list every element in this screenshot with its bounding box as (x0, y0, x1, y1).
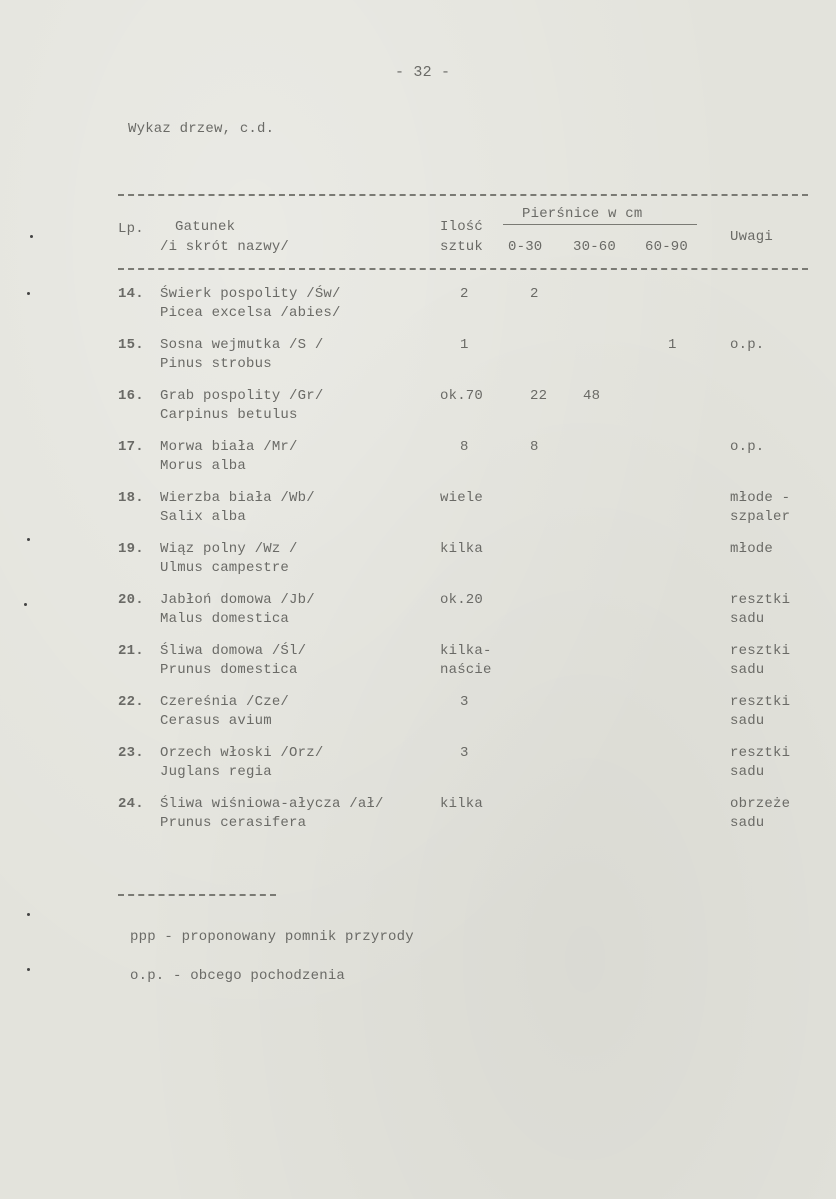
row-quantity-cont: naście (440, 662, 492, 678)
row-species-name: Wierzba biała /Wb/ (160, 490, 315, 506)
row-p2: 48 (583, 388, 601, 404)
table-row (0, 388, 836, 438)
row-lp: 17. (118, 439, 144, 455)
row-latin-name: Cerasus avium (160, 713, 272, 729)
row-lp: 23. (118, 745, 144, 761)
row-latin-name: Carpinus betulus (160, 407, 298, 423)
footnote-rule (118, 894, 276, 896)
row-remarks: resztki (730, 694, 791, 710)
header-uwagi: Uwagi (730, 229, 774, 245)
table-row (0, 439, 836, 489)
header-ilosc: Ilość (440, 219, 484, 235)
row-remarks: resztki (730, 643, 791, 659)
page-heading: Wykaz drzew, c.d. (128, 121, 275, 137)
table-row (0, 286, 836, 336)
row-remarks-cont: sadu (730, 611, 765, 627)
margin-speck (24, 603, 27, 606)
row-species-name: Grab pospolity /Gr/ (160, 388, 324, 404)
margin-speck (27, 913, 30, 916)
table-row (0, 796, 836, 846)
row-quantity: kilka (440, 541, 484, 557)
row-species-name: Wiąz polny /Wz / (160, 541, 298, 557)
table-row (0, 490, 836, 540)
row-latin-name: Prunus domestica (160, 662, 298, 678)
row-remarks: młode - (730, 490, 791, 506)
row-species-name: Świerk pospolity /Św/ (160, 286, 341, 302)
table-row (0, 592, 836, 642)
row-species-name: Jabłoń domowa /Jb/ (160, 592, 315, 608)
row-quantity: 2 (460, 286, 469, 302)
row-latin-name: Ulmus campestre (160, 560, 290, 576)
row-latin-name: Juglans regia (160, 764, 272, 780)
row-latin-name: Morus alba (160, 458, 247, 474)
row-quantity: 3 (460, 694, 469, 710)
row-remarks: resztki (730, 745, 791, 761)
header-p3: 60-90 (645, 239, 689, 255)
row-p3: 1 (668, 337, 677, 353)
row-latin-name: Picea excelsa /abies/ (160, 305, 341, 321)
row-remarks: młode (730, 541, 774, 557)
row-species-name: Śliwa domowa /Śl/ (160, 643, 307, 659)
row-lp: 24. (118, 796, 144, 812)
table-row (0, 541, 836, 591)
row-remarks-cont: szpaler (730, 509, 791, 525)
row-species-name: Czereśnia /Cze/ (160, 694, 290, 710)
row-lp: 18. (118, 490, 144, 506)
margin-speck (27, 292, 30, 295)
row-lp: 19. (118, 541, 144, 557)
row-latin-name: Pinus strobus (160, 356, 272, 372)
header-gatunek: Gatunek (175, 219, 236, 235)
footnote-op: o.p. - obcego pochodzenia (130, 968, 346, 984)
row-quantity: 3 (460, 745, 469, 761)
row-p1: 2 (530, 286, 539, 302)
row-remarks: obrzeże (730, 796, 791, 812)
table-row (0, 745, 836, 795)
header-gatunek-sub: /i skrót nazwy/ (160, 239, 290, 255)
row-lp: 21. (118, 643, 144, 659)
row-quantity: wiele (440, 490, 484, 506)
row-lp: 16. (118, 388, 144, 404)
row-latin-name: Salix alba (160, 509, 247, 525)
row-remarks: resztki (730, 592, 791, 608)
row-quantity: kilka (440, 796, 484, 812)
row-remarks-cont: sadu (730, 713, 765, 729)
table-row (0, 643, 836, 693)
table-header-rule (118, 268, 808, 270)
row-species-name: Orzech włoski /Orz/ (160, 745, 324, 761)
row-quantity: 8 (460, 439, 469, 455)
table-row (0, 337, 836, 387)
row-latin-name: Malus domestica (160, 611, 290, 627)
row-quantity: ok.20 (440, 592, 484, 608)
margin-speck (27, 968, 30, 971)
margin-speck (30, 235, 33, 238)
row-remarks-cont: sadu (730, 662, 765, 678)
row-lp: 14. (118, 286, 144, 302)
page-number: - 32 - (395, 64, 451, 81)
row-lp: 15. (118, 337, 144, 353)
row-latin-name: Prunus cerasifera (160, 815, 307, 831)
row-p1: 22 (530, 388, 548, 404)
row-remarks: o.p. (730, 337, 765, 353)
header-piersnice-rule (503, 224, 697, 225)
row-lp: 20. (118, 592, 144, 608)
header-ilosc-sub: sztuk (440, 239, 484, 255)
row-species-name: Sosna wejmutka /S / (160, 337, 324, 353)
row-remarks: o.p. (730, 439, 765, 455)
header-p1: 0-30 (508, 239, 543, 255)
row-remarks-cont: sadu (730, 815, 765, 831)
row-p1: 8 (530, 439, 539, 455)
table-top-rule (118, 194, 808, 196)
row-species-name: Morwa biała /Mr/ (160, 439, 298, 455)
header-piersnice: Pierśnice w cm (522, 206, 643, 222)
row-lp: 22. (118, 694, 144, 710)
row-quantity: 1 (460, 337, 469, 353)
margin-speck (27, 538, 30, 541)
row-species-name: Śliwa wiśniowa-ałycza /ał/ (160, 796, 384, 812)
row-quantity: kilka- (440, 643, 492, 659)
table-row (0, 694, 836, 744)
footnote-ppp: ppp - proponowany pomnik przyrody (130, 929, 414, 945)
header-p2: 30-60 (573, 239, 617, 255)
header-lp: Lp. (118, 221, 144, 237)
row-remarks-cont: sadu (730, 764, 765, 780)
row-quantity: ok.70 (440, 388, 484, 404)
